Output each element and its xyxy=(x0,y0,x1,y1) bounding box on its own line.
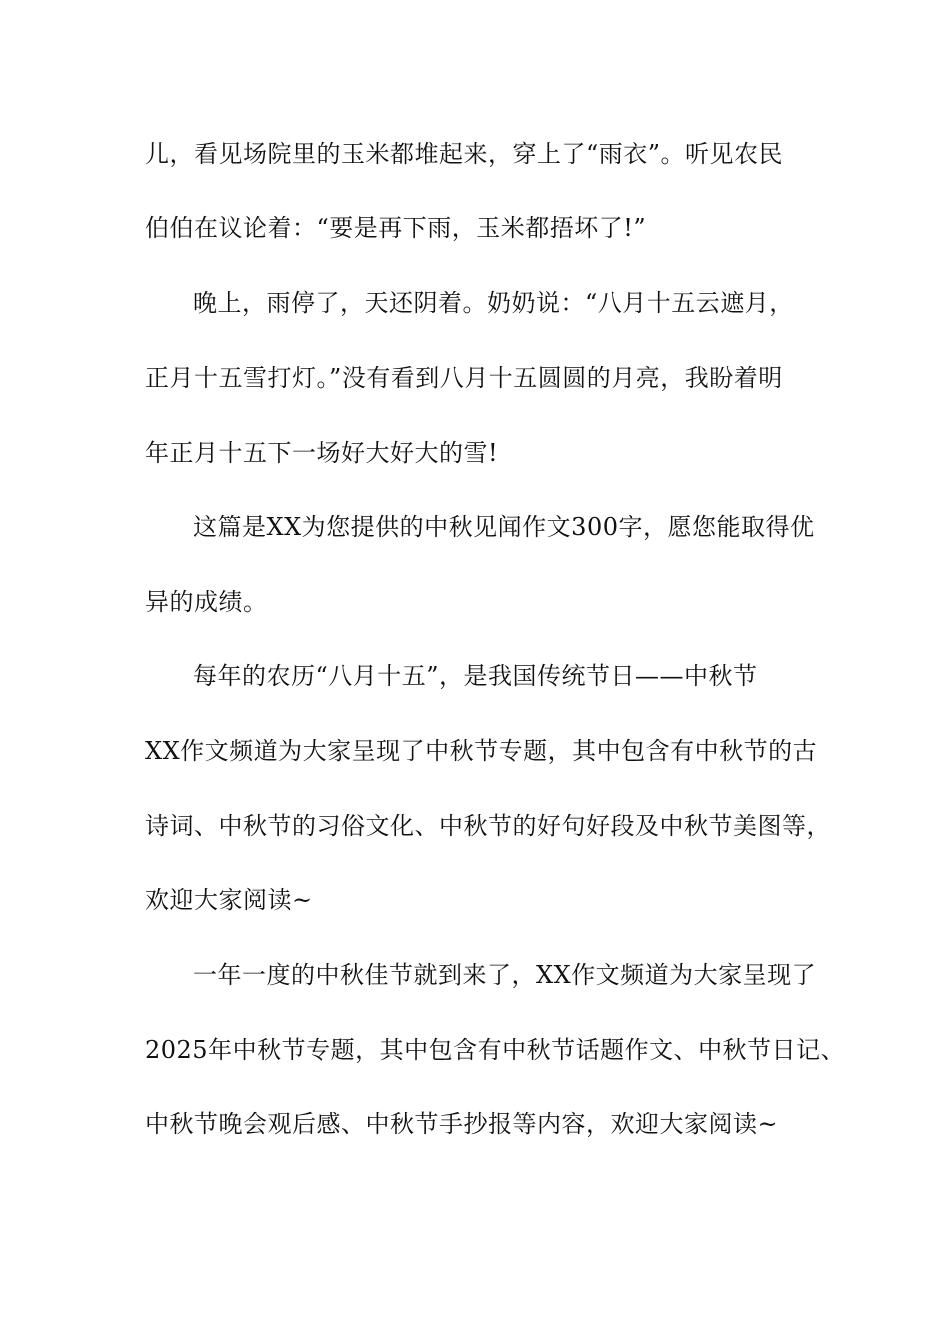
text-line: 伯伯在议论着：“要是再下雨，玉米都捂坏了!” xyxy=(145,214,647,242)
text-line: 每年的农历“八月十五”，是我国传统节日——中秋节 xyxy=(193,662,758,690)
text-line: 正月十五雪打灯。”没有看到八月十五圆圆的月亮，我盼着明 xyxy=(145,364,783,392)
text-line: 中秋节晚会观后感、中秋节手抄报等内容，欢迎大家阅读~ xyxy=(145,1110,779,1138)
text-line: 欢迎大家阅读~ xyxy=(145,886,313,914)
text-line: 晚上，雨停了，天还阴着。奶奶说：“八月十五云遮月， xyxy=(193,289,794,317)
text-line: 异的成绩。 xyxy=(145,588,268,616)
text-line: 一年一度的中秋佳节就到来了，XX作文频道为大家呈现了 xyxy=(193,961,817,989)
text-line: 2025年中秋节专题，其中包含有中秋节话题作文、中秋节日记、 xyxy=(145,1036,846,1064)
text-line: XX作文频道为大家呈现了中秋节专题，其中包含有中秋节的古 xyxy=(145,737,818,765)
text-line: 年正月十五下一场好大好大的雪! xyxy=(145,439,499,467)
text-line: 儿，看见场院里的玉米都堆起来，穿上了“雨衣”。听见农民 xyxy=(145,140,784,168)
text-line: 这篇是XX为您提供的中秋见闻作文300字，愿您能取得优 xyxy=(193,513,815,541)
text-line: 诗词、中秋节的习俗文化、中秋节的好句好段及中秋节美图等， xyxy=(145,812,831,840)
